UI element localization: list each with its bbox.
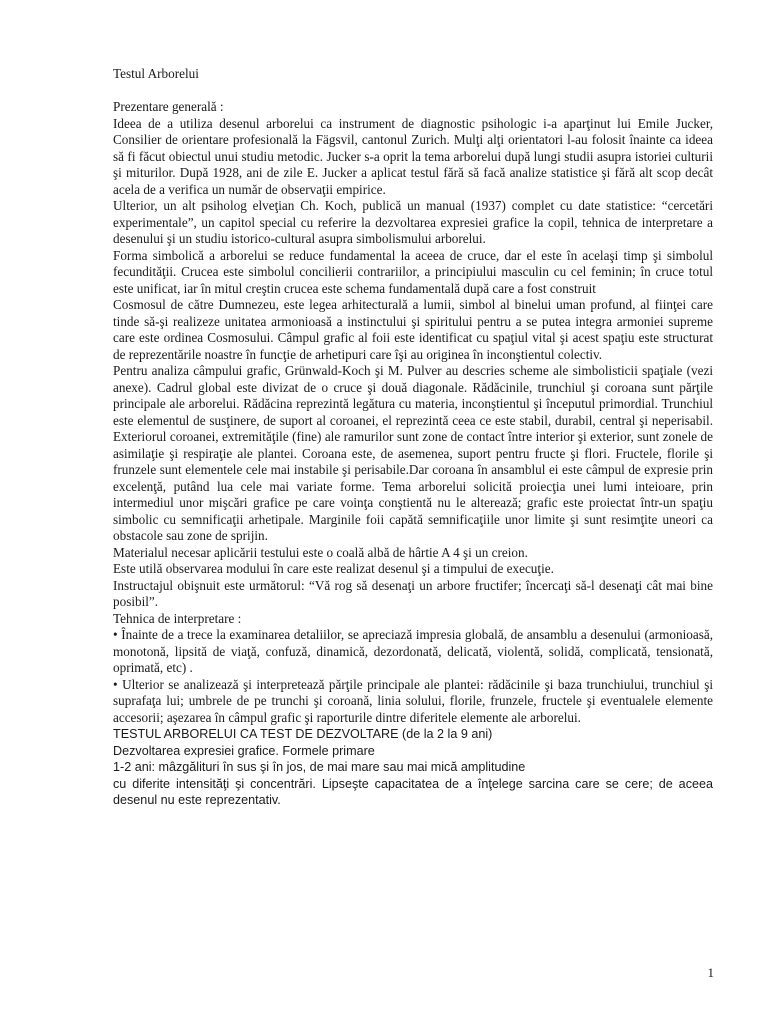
- bullet-parts-analysis: • Ulterior se analizează şi interpretează părţile principale ale plantei: rădăcinile şi baza trunchiului, trunchiul şi suprafaţa lui; umbrele de pe trunchi şi coroană, linia solului, florile, frunzele, fructele şi eventualele elemente accesorii; aşezarea în câmpul grafic şi raporturile dintre diferitele elemente ale arborelui.: [113, 676, 713, 725]
- paragraph-koch: Ulterior, un alt psiholog elveţian Ch. Koch, publică un manual (1937) complet cu date statistice: “cercetări experimentale”, un capitol special cu referire la dezvoltarea expresiei grafice la copil, tehnica de interpretare a desenului şi un studiu istorico-cultural asupra simbolismului arborelui.: [113, 198, 713, 246]
- document-title: Testul Arborelui: [113, 66, 199, 81]
- paragraph-age-1-2-continued: cu diferite intensităţi şi concentrări. Lipseşte capacitatea de a înţelege sarcina care se cere; de aceea desenul nu este reprezentativ.: [113, 776, 713, 807]
- paragraph-graphic-field: Pentru analiza câmpului grafic, Grünwald-Koch şi M. Pulver au descries scheme ale simbolisticii spaţiale (vezi anexe). Cadrul global este divizat de o cruce şi două diagonale. Rădăcinile, trunchiul şi coroana sunt părţile principale ale arborelui. Rădăcina reprezintă legătura cu materia, inconştientul şi începutul primordial. Trunchiul este elementul de susţinere, de suport al coroanei, el reprezintă ceea ce este stabil, durabil, central şi neperisabil. Exteriorul coroanei, extremităţile (fine) ale ramurilor sunt zone de contact între interior şi exterior, sunt zonele de asimilaţie şi respiraţie ale plantei. Coroana este, de asemenea, suport pentru fructe şi flori. Fructele, florile şi frunzele sunt elementele cele mai instabile şi perisabile.Dar coroana în ansamblul ei este câmpul de expresie prin excelenţă, putând lua cele mai variate forme. Tema arborelui solicită proiecţia unei lumi inteioare, prin intermediul unor mişcări grafice pe care voinţa conştientă nu le alterează; grafic este proiectat într-un spaţiu simbolic cu semnificaţii arhetipale. Marginile foii capătă semnificaţiile unor limite şi sunt resimţite uneori ca obstacole sau zone de sprijin.: [113, 363, 713, 543]
- subheading-primary-forms: Dezvoltarea expresiei grafice. Formele primare: [113, 743, 375, 758]
- paragraph-jucker: Ideea de a utiliza desenul arborelui ca instrument de diagnostic psihologic i-a aparţinut lui Emile Jucker, Consilier de orientare profesională la Fägsvil, cantonul Zurich. Mulţi alţi orientatori l-au folosit înainte ca ideea să fi făcut obiectul unui studiu metodic. Jucker s-a oprit la tema arborelui după lungi studii asupra istoriei culturii şi miturilor. După 1928, ani de zile E. Jucker a aplicat testul fără să facă analize statistice şi fără alt scop decât acela de a verifica un număr de observaţii empirice.: [113, 115, 713, 197]
- paragraph-observation: Este utilă observarea modului în care este realizat desenul şi a timpului de execuţie.: [113, 561, 554, 576]
- bullet-global-impression: • Înainte de a trece la examinarea detaliilor, se apreciază impresia globală, de ansamblu a desenului (armonioasă, monotonă, lipsită de viaţă, confuză, dinamică, dezordonată, delicată, violentă, solidă, complicată, tensionată, oprimată, etc) .: [113, 627, 713, 675]
- paragraph-symbolic-form: Forma simbolică a arborelui se reduce fundamental la aceea de cruce, dar el este în acelaşi timp şi simbolul fecundităţii. Crucea este simbolul concilierii contrariilor, a principiului masculin cu cel feminin; în cruce totul este unificat, iar în mitul creştin crucea este schema fundamentală după care a fost construit: [113, 247, 713, 296]
- document-page: [113, 66, 713, 809]
- section-heading-development-test: TESTUL ARBORELUI CA TEST DE DEZVOLTARE (de la 2 la 9 ani): [113, 727, 493, 741]
- page-number: 1: [707, 965, 714, 980]
- paragraph-cosmos: Cosmosul de către Dumnezeu, este legea arhitecturală a lumii, simbol al binelui uman profund, al fiinţei care tinde să-şi realizeze unitatea armonioasă a instinctului şi spiritului pentru a se putea integra armoniei supreme care este ordinea Cosmosului. Câmpul grafic al foii este identificat cu spaţiul vital şi acest spaţiu este structurat de reprezentările noastre în funcţie de arhetipuri care îşi au originea în inconştientul colectiv.: [113, 297, 713, 362]
- section-heading-interpretation: Tehnica de interpretare :: [113, 610, 242, 626]
- section-heading-presentation: Prezentare generală :: [113, 99, 224, 114]
- paragraph-age-1-2: 1-2 ani: mâzgălituri în sus şi în jos, de mai mare sau mai mică amplitudine: [113, 760, 526, 774]
- paragraph-materials: Materialul necesar aplicării testului este o coală albă de hârtie A 4 şi un creion.: [113, 544, 528, 560]
- paragraph-instructions: Instructajul obişnuit este următorul: “Vă rog să desenaţi un arbore fructifer; încercaţi să-l desenaţi cât mai bine posibil”.: [113, 577, 713, 609]
